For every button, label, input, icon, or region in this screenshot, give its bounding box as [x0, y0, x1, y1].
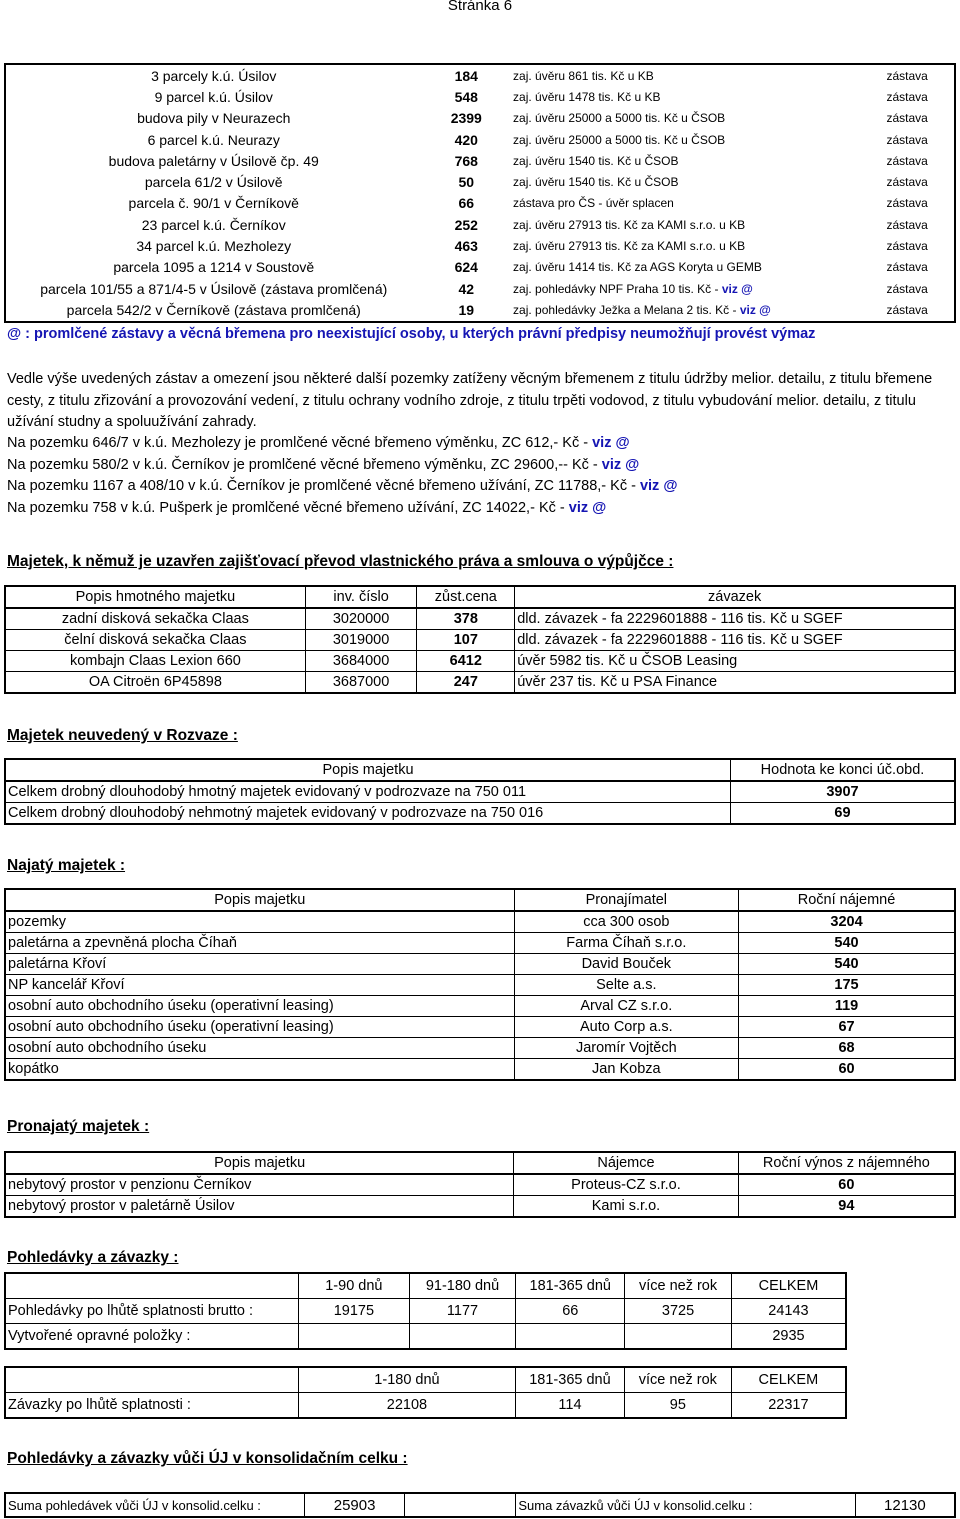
leased-in-row — [5, 911, 955, 933]
lien-description — [511, 299, 860, 321]
easement-reference-link: viz @ — [568, 499, 607, 516]
lien-row — [5, 214, 955, 235]
lien-item: 23 parcel k.ú. Černíkov — [141, 216, 286, 233]
lien-item: parcela 101/55 a 871/4-5 v Úsilově (zástava promlčená) — [40, 280, 388, 297]
lien-status: zástava — [886, 217, 928, 232]
asset-description: NP kancelář Křoví — [5, 975, 514, 996]
liability: dld. závazek - fa 2229601888 - 116 tis. Kč u SGEF — [515, 608, 955, 630]
annual-rent: 119 — [739, 996, 955, 1017]
lien-status: zástava — [886, 111, 928, 126]
page-header: Stránka 6 — [447, 0, 513, 14]
tenant: Kami s.r.o. — [514, 1196, 738, 1218]
secured-row — [5, 608, 955, 630]
amount: 95 — [624, 1393, 731, 1419]
lien-status: zástava — [886, 302, 928, 317]
secured-row — [5, 651, 955, 672]
annual-rent: 175 — [739, 975, 955, 996]
header-cell: 91-180 dnů — [409, 1273, 516, 1299]
header-cell: Nájemce — [514, 1152, 738, 1174]
receivables-heading: Pohledávky a závazky : — [7, 1249, 179, 1266]
lien-description — [511, 86, 860, 107]
lessor: Selte a.s. — [514, 975, 738, 996]
lien-reference-link: viz @ — [739, 302, 771, 317]
residual-value: 247 — [417, 672, 515, 694]
lien-status: zástava — [886, 153, 928, 168]
lien-description — [511, 193, 860, 214]
receivables-header-row — [5, 1273, 846, 1299]
asset-description: pozemky — [5, 911, 514, 933]
header-cell: Hodnota ke konci úč.obd. — [730, 759, 955, 781]
liability: úvěr 237 tis. Kč u PSA Finance — [515, 672, 955, 694]
lien-description — [511, 129, 860, 150]
asset-description: osobní auto obchodního úseku (operativní leasing) — [5, 996, 514, 1017]
unlisted-header-row — [5, 759, 955, 781]
lien-count: 252 — [454, 216, 478, 233]
leased-in-row — [5, 1059, 955, 1081]
lien-count: 2399 — [450, 110, 482, 127]
asset-description: nebytový prostor v penzionu Černíkov — [5, 1174, 514, 1196]
lien-status: zástava — [886, 132, 928, 147]
lien-count: 624 — [454, 259, 478, 276]
consolidated-receivables-value: 25903 — [305, 1493, 405, 1517]
annual-rent: 540 — [739, 954, 955, 975]
lien-row — [5, 257, 955, 278]
inventory-number: 3687000 — [305, 672, 417, 694]
easement-paragraph: Vedle výše uvedených zástav a omezení jsou některé další pozemky zatíženy věcným břemenem z titulu údržby melior. detailu, z titulu břemene cesty, z titulu zřizování a provozování vedení, z titulu ochrany vodního zdroje, z titulu trpěti vodovod, z titulu vybudování melior. detailu, z titulu užívání studny a spoluužívání zahrady. — [7, 371, 933, 430]
leased-in-header-row — [5, 889, 955, 911]
amount: 66 — [516, 1299, 625, 1324]
lien-status: zástava — [886, 196, 928, 211]
header-cell: Pronajímatel — [514, 889, 738, 911]
amount: 3725 — [625, 1299, 732, 1324]
amount: 2935 — [731, 1324, 846, 1350]
lien-count: 548 — [454, 88, 478, 105]
secured-header-row — [5, 586, 955, 608]
row-label: Závazky po lhůtě splatnosti : — [5, 1393, 298, 1419]
header-cell: 181-365 dnů — [516, 1273, 625, 1299]
secured-row — [5, 672, 955, 694]
residual-value: 6412 — [417, 651, 515, 672]
provisions-row — [5, 1324, 846, 1350]
header-cell: Roční nájemné — [739, 889, 955, 911]
leased-in-heading: Najatý majetek : — [7, 857, 126, 874]
asset-description: osobní auto obchodního úseku — [5, 1038, 514, 1059]
asset-name: čelní disková sekačka Claas — [5, 630, 305, 651]
asset-description: paletárna Křoví — [5, 954, 514, 975]
header-cell: více než rok — [624, 1367, 731, 1393]
asset-name: kombajn Claas Lexion 660 — [5, 651, 305, 672]
lien-item: 6 parcel k.ú. Neurazy — [147, 131, 280, 148]
lien-count: 66 — [458, 195, 475, 212]
lien-count: 50 — [458, 174, 475, 191]
lien-row — [5, 150, 955, 171]
lien-status: zástava — [886, 260, 928, 275]
asset-description: paletárna a zpevněná plocha Číhaň — [5, 933, 514, 954]
header-cell: více než rok — [625, 1273, 732, 1299]
lien-count: 463 — [454, 238, 478, 255]
lessor: Jaromír Vojtěch — [514, 1038, 738, 1059]
lien-description — [511, 278, 860, 299]
header-cell: Roční výnos z nájemného — [738, 1152, 955, 1174]
lien-description-text: zaj. úvěru 1540 tis. Kč u ČSOB — [513, 175, 679, 190]
residual-value: 107 — [417, 630, 515, 651]
lien-status: zástava — [886, 68, 928, 83]
lien-reference-link: viz @ — [721, 281, 753, 296]
lien-description — [511, 108, 860, 129]
consolidated-receivables-label: Suma pohledávek vůči ÚJ v konsolid.celku : — [5, 1493, 305, 1517]
asset-name: OA Citroën 6P45898 — [5, 672, 305, 694]
inventory-number: 3684000 — [305, 651, 417, 672]
lien-item: 3 parcely k.ú. Úsilov — [151, 67, 277, 84]
lessor: Arval CZ s.r.o. — [514, 996, 738, 1017]
amount: 114 — [516, 1393, 625, 1419]
lien-description — [511, 171, 860, 192]
lien-item: budova paletárny v Úsilově čp. 49 — [108, 152, 319, 169]
lien-description-text: zaj. úvěru 1414 tis. Kč za AGS Koryta u GEMB — [513, 260, 762, 275]
lien-row — [5, 235, 955, 256]
lien-count: 42 — [458, 280, 475, 297]
easement-item — [7, 455, 952, 477]
lien-count: 420 — [454, 131, 478, 148]
lien-count: 184 — [454, 67, 478, 84]
header-cell — [5, 1367, 298, 1393]
header-cell: závazek — [515, 586, 955, 608]
lien-row — [5, 299, 955, 321]
annual-rent: 3204 — [739, 911, 955, 933]
lien-description-text: zaj. úvěru 27913 tis. Kč za KAMI s.r.o. u KB — [513, 217, 746, 232]
lien-count: 768 — [454, 152, 478, 169]
easement-item — [7, 498, 952, 520]
easement-text: Na pozemku 1167 a 408/10 v k.ú. Černíkov je promlčené věcné břemeno užívání, ZC 11788,- Kč - — [7, 478, 640, 494]
lessor: Jan Kobza — [514, 1059, 738, 1081]
lien-description-text: zaj. pohledávky Ježka a Melana 2 tis. Kč - — [513, 302, 740, 317]
leased-out-heading: Pronajatý majetek : — [7, 1118, 150, 1135]
easement-list — [7, 433, 952, 519]
easement-reference-link: viz @ — [592, 435, 630, 451]
lien-description-text: zástava pro ČS - úvěr splacen — [513, 196, 674, 211]
easement-reference-link: viz @ — [601, 456, 640, 473]
lien-status: zástava — [886, 281, 928, 296]
amount — [625, 1324, 732, 1350]
header-cell: CELKEM — [731, 1367, 846, 1393]
leased-out-row — [5, 1196, 955, 1218]
lien-description-text: zaj. pohledávky NPF Praha 10 tis. Kč - — [513, 281, 722, 296]
row-label: Pohledávky po lhůtě splatnosti brutto : — [5, 1299, 299, 1324]
lien-row — [5, 278, 955, 299]
leased-out-row — [5, 1174, 955, 1196]
consolidated-heading: Pohledávky a závazky vůči ÚJ v konsolidačním celku : — [7, 1450, 408, 1467]
header-cell: 181-365 dnů — [516, 1367, 625, 1393]
leased-in-row — [5, 1038, 955, 1059]
leased-out-table — [4, 1151, 956, 1218]
lien-description — [511, 64, 860, 86]
lessor: David Bouček — [514, 954, 738, 975]
header-cell: 1-180 dnů — [298, 1367, 515, 1393]
lien-description — [511, 235, 860, 256]
leased-in-row — [5, 975, 955, 996]
amount — [409, 1324, 516, 1350]
lien-status: zástava — [886, 239, 928, 254]
consolidated-table — [4, 1492, 956, 1518]
lien-description-text: zaj. úvěru 27913 tis. Kč za KAMI s.r.o. u KB — [513, 239, 746, 254]
secured-heading: Majetek, k němuž je uzavřen zajišťovací převod vlastnického práva a smlouva o výpůjčce : — [7, 553, 674, 570]
lien-row — [5, 108, 955, 129]
unlisted-heading: Majetek neuvedený v Rozvaze : — [7, 727, 238, 744]
header-cell — [5, 1273, 299, 1299]
lien-item: budova pily v Neurazech — [137, 110, 291, 127]
header-cell: inv. číslo — [305, 586, 417, 608]
header-cell: Popis hmotného majetku — [5, 586, 305, 608]
lien-description-text: zaj. úvěru 861 tis. Kč u KB — [513, 68, 654, 83]
header-cell: zůst.cena — [417, 586, 515, 608]
leased-in-row — [5, 996, 955, 1017]
residual-value: 378 — [417, 608, 515, 630]
lien-description-text: zaj. úvěru 1540 tis. Kč u ČSOB — [513, 153, 679, 168]
row-label: Vytvořené opravné položky : — [5, 1324, 299, 1350]
lien-status: zástava — [886, 89, 928, 104]
lien-row — [5, 86, 955, 107]
secured-row — [5, 630, 955, 651]
secured-table — [4, 585, 956, 694]
annual-rent: 67 — [739, 1017, 955, 1038]
asset-description: nebytový prostor v paletárně Úsilov — [5, 1196, 514, 1218]
leased-in-row — [5, 954, 955, 975]
asset-description: Celkem drobný dlouhodobý nehmotný majetek evidovaný v podrozvaze na 750 016 — [5, 803, 730, 825]
lien-item: parcela 1095 a 1214 v Soustově — [113, 259, 315, 276]
easement-text: Na pozemku 646/7 v k.ú. Mezholezy je promlčené věcné břemeno výměnku, ZC 612,- Kč - — [7, 435, 593, 451]
easement-text: Na pozemku 758 v k.ú. Pušperk je promlčené věcné břemeno užívání, ZC 14022,- Kč - — [7, 499, 569, 516]
liability: dld. závazek - fa 2229601888 - 116 tis. Kč u SGEF — [515, 630, 955, 651]
consolidated-payables-label: Suma závazků vůči ÚJ v konsolid.celku : — [516, 1493, 855, 1517]
lien-item: parcela č. 90/1 v Černíkově — [128, 195, 299, 212]
annual-income: 94 — [738, 1196, 955, 1218]
asset-description: osobní auto obchodního úseku (operativní leasing) — [5, 1017, 514, 1038]
lessor: cca 300 osob — [514, 911, 738, 933]
header-cell: Popis majetku — [5, 889, 514, 911]
easement-reference-link: viz @ — [639, 478, 678, 494]
lien-item: 9 parcel k.ú. Úsilov — [154, 88, 273, 105]
lien-status: zástava — [886, 175, 928, 190]
lien-description — [511, 150, 860, 171]
amount: 24143 — [731, 1299, 846, 1324]
amount: 1177 — [409, 1299, 516, 1324]
unlisted-table — [4, 758, 956, 825]
easement-item — [7, 476, 952, 498]
leased-out-header-row — [5, 1152, 955, 1174]
tenant: Proteus-CZ s.r.o. — [514, 1174, 738, 1196]
header-cell: Popis majetku — [5, 759, 730, 781]
lien-description-text: zaj. úvěru 25000 a 5000 tis. Kč u ČSOB — [513, 111, 726, 126]
asset-value: 3907 — [730, 781, 955, 803]
lien-description-text: zaj. úvěru 25000 a 5000 tis. Kč u ČSOB — [513, 132, 726, 147]
annual-rent: 60 — [739, 1059, 955, 1081]
header-cell: 1-90 dnů — [299, 1273, 410, 1299]
lien-description — [511, 257, 860, 278]
lien-item: 34 parcel k.ú. Mezholezy — [136, 238, 292, 255]
header-cell: CELKEM — [731, 1273, 846, 1299]
annual-rent: 540 — [739, 933, 955, 954]
leased-in-row — [5, 933, 955, 954]
lien-count: 19 — [458, 301, 475, 318]
amount: 22317 — [731, 1393, 846, 1419]
payables-table — [4, 1366, 847, 1419]
lien-row — [5, 129, 955, 150]
asset-name: zadní disková sekačka Claas — [5, 608, 305, 630]
inventory-number: 3020000 — [305, 608, 417, 630]
lien-item: parcela 61/2 v Úsilově — [144, 174, 283, 191]
lien-item: parcela 542/2 v Černíkově (zástava promlčená) — [66, 301, 361, 318]
easement-text: Na pozemku 580/2 v k.ú. Černíkov je promlčené věcné břemeno výměnku, ZC 29600,-- Kč - — [7, 456, 602, 473]
asset-description: kopátko — [5, 1059, 514, 1081]
annual-income: 60 — [738, 1174, 955, 1196]
lien-row — [5, 171, 955, 192]
amount: 22108 — [298, 1393, 515, 1419]
lessor: Auto Corp a.s. — [514, 1017, 738, 1038]
header-cell: Popis majetku — [5, 1152, 514, 1174]
payables-overdue-row — [5, 1393, 846, 1419]
payables-header-row — [5, 1367, 846, 1393]
lien-description — [511, 214, 860, 235]
amount — [516, 1324, 625, 1350]
leased-in-table — [4, 888, 956, 1081]
receivables-table — [4, 1272, 847, 1350]
lessor: Farma Číhaň s.r.o. — [514, 933, 738, 954]
lien-row — [5, 193, 955, 214]
asset-description: Celkem drobný dlouhodobý hmotný majetek evidovaný v podrozvaze na 750 011 — [5, 781, 730, 803]
lapsed-liens-note: @ : promlčené zástavy a věcná břemena pro neexistující osoby, u kterých právní předpisy neumožňují provést výmaz — [7, 326, 816, 342]
easement-item — [7, 433, 952, 455]
consolidated-payables-value: 12130 — [855, 1493, 955, 1517]
liens-table — [4, 63, 956, 323]
unlisted-row — [5, 781, 955, 803]
inventory-number: 3019000 — [305, 630, 417, 651]
liability: úvěr 5982 tis. Kč u ČSOB Leasing — [515, 651, 955, 672]
lien-description-text: zaj. úvěru 1478 tis. Kč u KB — [513, 89, 661, 104]
amount — [299, 1324, 410, 1350]
lien-row — [5, 64, 955, 86]
unlisted-row — [5, 803, 955, 825]
leased-in-row — [5, 1017, 955, 1038]
asset-value: 69 — [730, 803, 955, 825]
amount: 19175 — [299, 1299, 410, 1324]
annual-rent: 68 — [739, 1038, 955, 1059]
receivables-overdue-row — [5, 1299, 846, 1324]
